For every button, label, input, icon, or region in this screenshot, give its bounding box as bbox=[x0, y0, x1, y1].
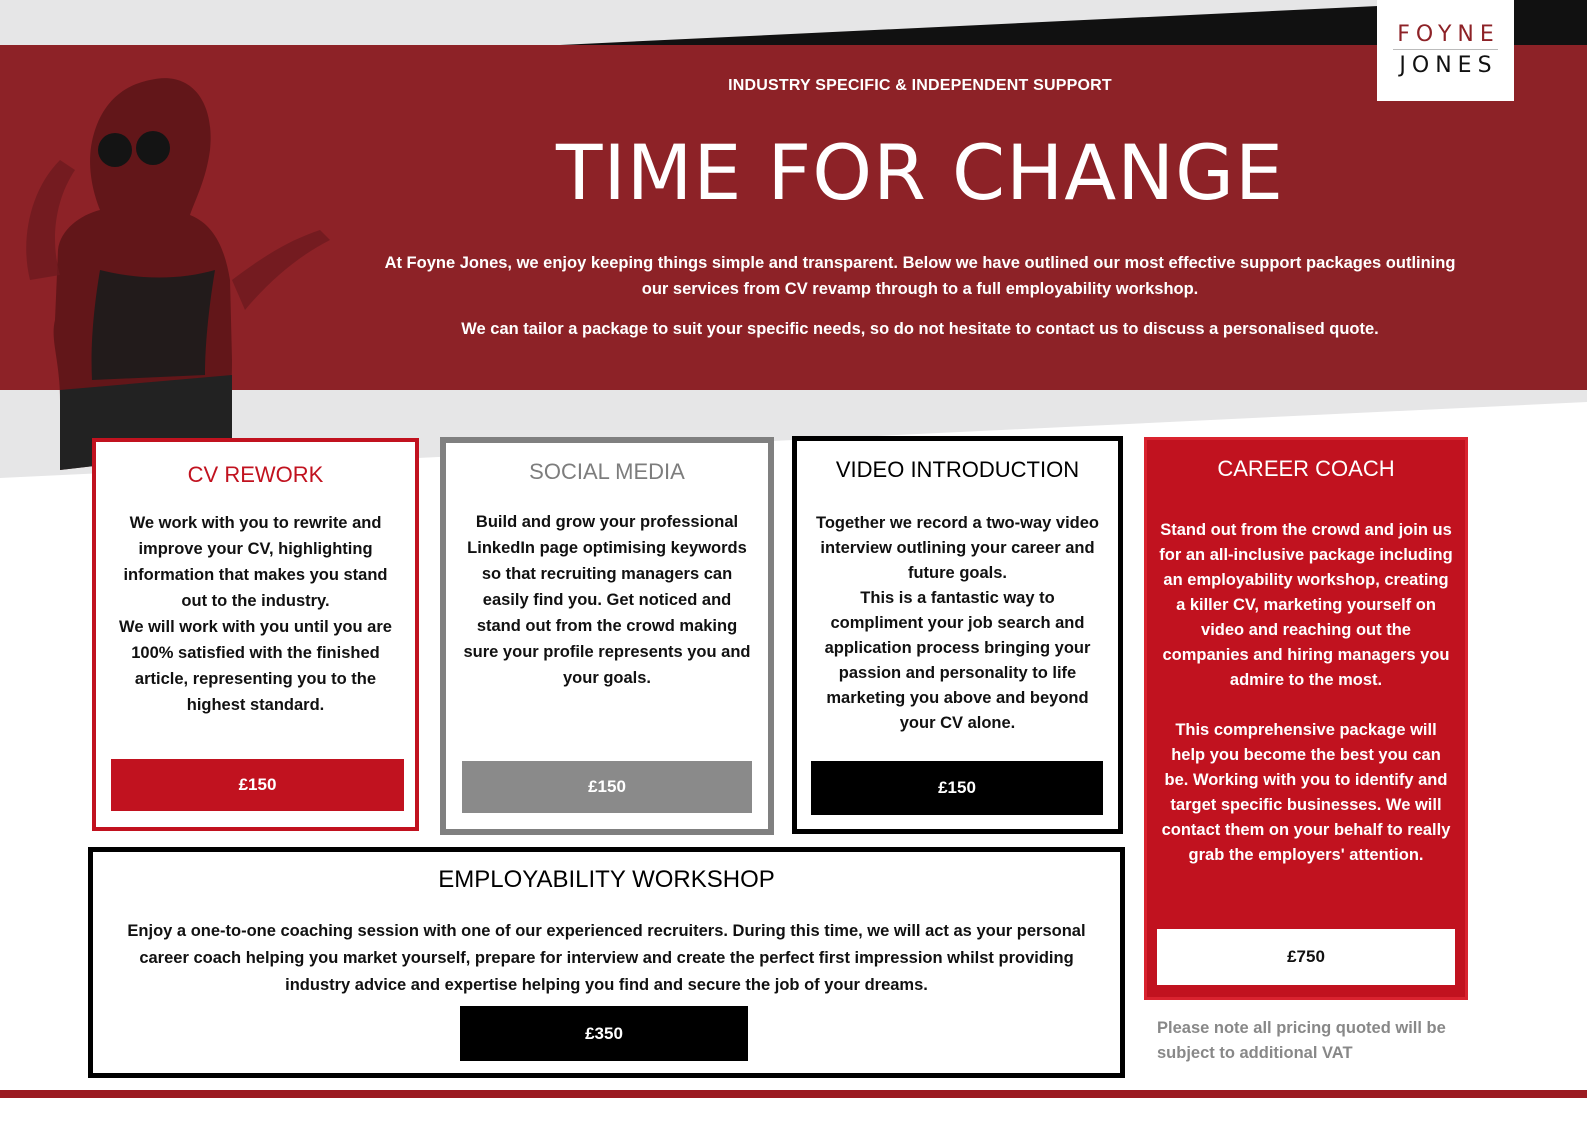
package-card-social-media bbox=[440, 437, 774, 835]
package-description: Enjoy a one-to-one coaching session with one of our experienced recruiters. During this time, we will act as your personal career coach helping you market yourself, prepare for interview and create the perfect first impression whilst providing industry advice and expertise helping you find and secure the job of your dreams. bbox=[127, 922, 1086, 994]
logo-line-jones: JONES bbox=[1393, 49, 1497, 80]
price-button[interactable]: £350 bbox=[460, 1006, 748, 1061]
package-title: SOCIAL MEDIA bbox=[529, 459, 685, 484]
package-title: CV REWORK bbox=[187, 462, 324, 487]
package-description: Together we record a two-way video interview outlining your career and future goals. This is a fantastic way to compliment your job search and application process bringing your passion and personality to life marketing you above and beyond your CV alone. bbox=[815, 514, 1099, 732]
price-button[interactable]: £750 bbox=[1157, 929, 1455, 985]
hero-tailor-note: We can tailor a package to suit your specific needs, so do not hesitate to contact us to discuss a personalised quote. bbox=[461, 320, 1379, 338]
page-title: TIME FOR CHANGE bbox=[555, 128, 1285, 217]
package-card-career-coach bbox=[1144, 437, 1468, 1000]
package-title: VIDEO INTRODUCTION bbox=[835, 457, 1080, 482]
package-title: EMPLOYABILITY WORKSHOP bbox=[438, 866, 775, 893]
package-description: We work with you to rewrite and improve your CV, highlighting information that makes you stand out to the industry. We will work with you until you are 100% satisfied with the finished article, representing you to the highest standard. bbox=[119, 514, 392, 714]
package-card-employability-workshop bbox=[88, 847, 1125, 1078]
hero-intro: At Foyne Jones, we enjoy keeping things simple and transparent. Below we have outlined our most effective support packages outlining our services from CV revamp through to a full employability workshop. bbox=[384, 254, 1456, 298]
vat-note: Please note all pricing quoted will be subject to additional VAT bbox=[1157, 1019, 1446, 1062]
package-description: Stand out from the crowd and join us for an all-inclusive package including an employability workshop, creating a killer CV, marketing yourself on video and reaching out the companies and hiring managers you admire to the most. This comprehensive package will help you become the best you can be. Working with you to identify and target specific businesses. We will contact them on your behalf to really grab the employers' attention. bbox=[1159, 521, 1453, 864]
model-photo bbox=[0, 40, 360, 480]
package-card-video-introduction bbox=[792, 436, 1123, 834]
footer-divider bbox=[0, 1090, 1587, 1098]
package-description: Build and grow your professional LinkedIn page optimising keywords so that recruiting managers can easily find you. Get noticed and stand out from the crowd making sure your profile represents you and your goals. bbox=[463, 513, 751, 687]
brand-logo bbox=[1377, 0, 1514, 101]
price-button[interactable]: £150 bbox=[462, 761, 752, 813]
price-button[interactable]: £150 bbox=[111, 759, 404, 811]
logo-line-foyne: FOYNE bbox=[1397, 22, 1500, 47]
package-card-cv-rework bbox=[92, 438, 419, 831]
price-button[interactable]: £150 bbox=[811, 761, 1103, 815]
hero-kicker: INDUSTRY SPECIFIC & INDEPENDENT SUPPORT bbox=[728, 77, 1112, 94]
package-title: CAREER COACH bbox=[1217, 456, 1395, 481]
